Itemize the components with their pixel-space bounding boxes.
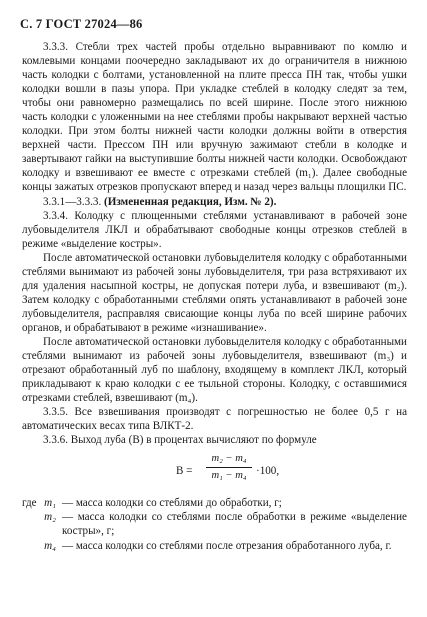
paragraph-second-stop: После автоматической остановки лубовыделителя колодку с обработанными стеблями вынимают из рабочей зоны лубовыделителя, взвешивают (m₃) и отрезают обработанный луб по шаблону, входящему в комплект ЛКЛ, который прикладывают к краю колодки с ее тыльной стороны. Колодку, с оставшимися отрезками стеблей, взвешивают (m₄). xyxy=(22,335,407,405)
formula-numerator: m₂ − m₄ xyxy=(206,452,252,468)
formula-denominator: m₁ − m₄ xyxy=(211,470,247,482)
paragraph-first-stop: После автоматической остановки лубовыделителя колодку с обработанными стеблями вынимают из рабочей зоны лубовыделителя, три раза встряхивают их для удаления насыпной костры, не допуская потери луба, и взвешивают (m₂). Затем колодку с обработанными стеблями опять устанавливают в рабочей зоне лубовыделителя, расправляя свисающие концы луба по всей ширине рабочих органов, и обрабатывают в режиме «изнашивание». xyxy=(22,251,407,334)
definition-symbol: m₂ xyxy=(44,511,56,524)
definition-text: — масса колодки со стеблями до обработки, г; xyxy=(62,497,282,510)
formula-lhs: В = xyxy=(176,465,193,478)
definition-text: — масса колодки со стеблями после отрезания обработанного луба, г. xyxy=(62,539,392,552)
definition-m2 xyxy=(22,510,407,538)
amendment-text: (Измененная редакция, Изм. № 2). xyxy=(104,195,277,208)
paragraph-3-3-3: 3.3.3. Стебли трех частей пробы отдельно выравнивают по комлю и комлевыми концами поочередно закладывают их до ограничителя в нижнюю часть колодки с болтами, установленной на плите пресса ПН так, чтобы ушки колодки вошли в пазы упора. При укладке стеблей в колодку следят за тем, чтобы они равномерно размещались по всей ширине. После этого нижнюю часть колодки с уложенными на нее стеблями пробы накрывают верхней частью колодки. При этом болты нижней части колодки должны войти в отверстия верхней части. Прессом ПН или вручную зажимают стебли в колодке и завертывают гайки на выступившие болты нижней части колодки. Освобождают колодку и взвешивают ее вместе с отрезками стеблей (m₁). Далее свободные концы зажатых отрезков пропускают вперед и назад через вальцы площилки ПС. xyxy=(22,41,407,194)
definition-m1 xyxy=(22,496,407,510)
formula-fraction xyxy=(206,452,252,483)
definition-text: — масса колодки со стеблями после обработки в режиме «выделение костры», г; xyxy=(62,511,407,538)
amendment-ref: 3.3.1—3.3.3. xyxy=(43,195,102,208)
definition-m4 xyxy=(22,539,407,553)
formula-multiplier: ·100, xyxy=(256,465,280,478)
definition-symbol: m₄ xyxy=(44,539,56,552)
definition-symbol: m₁ xyxy=(44,497,56,510)
paragraph-3-3-6: 3.3.6. Выход луба (В) в процентах вычисляют по формуле xyxy=(43,434,317,447)
yield-formula xyxy=(22,450,407,494)
amendment-note xyxy=(22,195,407,209)
paragraph-3-3-5: 3.3.5. Все взвешивания производят с погрешностью не более 0,5 г на автоматических весах типа ВЛКТ-2. xyxy=(22,406,407,433)
formula-definitions xyxy=(22,496,407,552)
page-header: С. 7 ГОСТ 27024—86 xyxy=(20,17,143,31)
paragraph-3-3-4: 3.3.4. Колодку с плющенными стеблями устанавливают в рабочей зоне лубовыделителя ЛКЛ и обрабатывают свободные концы отрезков стеблей в режиме «выделение костры». xyxy=(22,209,407,250)
definition-prefix: где xyxy=(22,497,37,510)
document-body xyxy=(22,40,407,553)
